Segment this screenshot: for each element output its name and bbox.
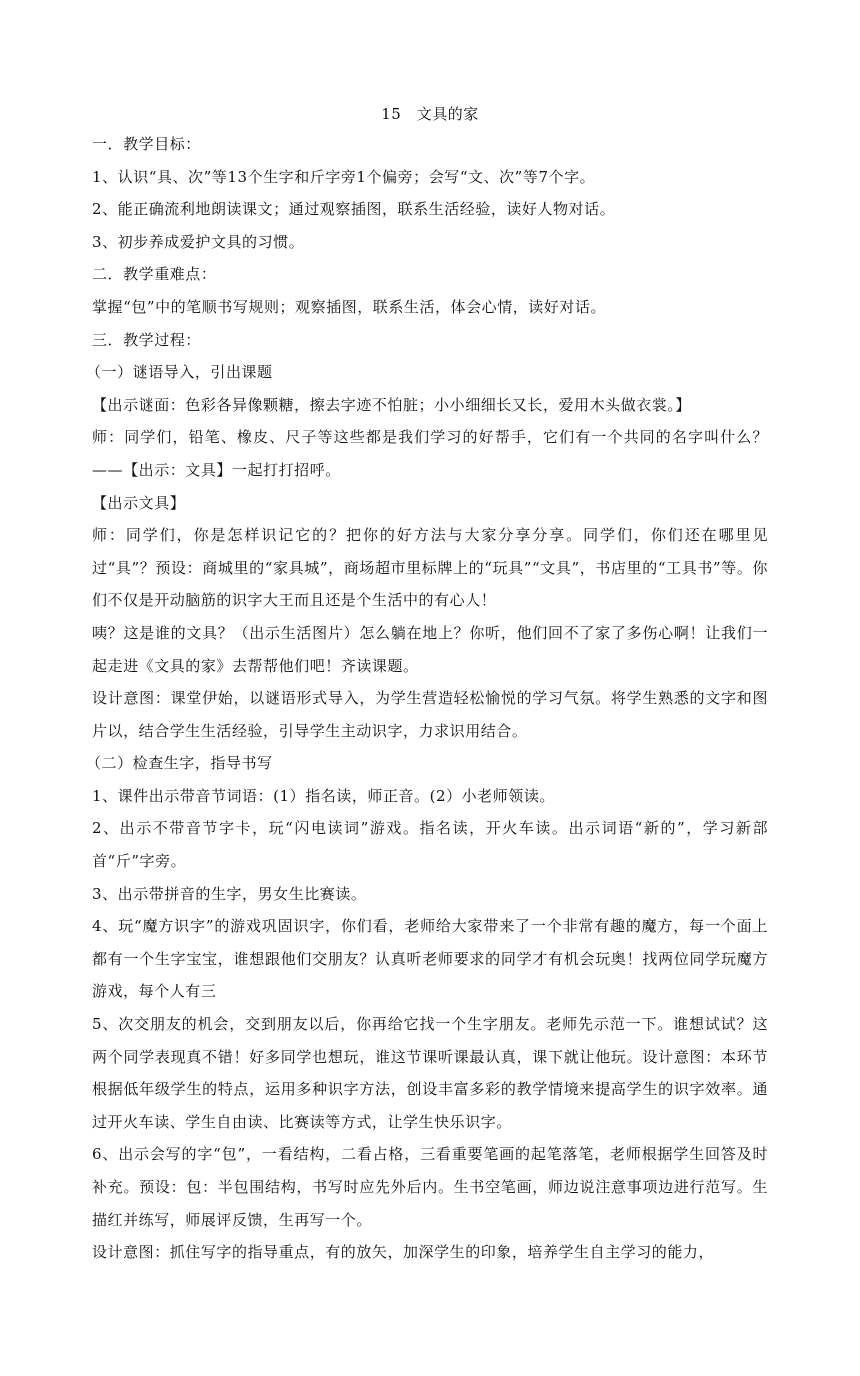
step-item-5: 5、次交朋友的机会，交到朋友以后，你再给它找一个生字朋友。老师先示范一下。谁想试试？这两个同学表现真不错！好多同学也想玩，谁这节课听课最认真，课下就让他玩。设计意图：本环节根据低年级学生的特点，运用多种识字方法，创设丰富多彩的教学情境来提高学生的识字效率。通过开火车读、学生自由读、比赛读等方式，让学生快乐识字。 — [92, 1015, 768, 1131]
step-item-6: 6、出示会写的字“包”，一看结构，二看占格，三看重要笔画的起笔落笔，老师根据学生回答及时补充。预设：包：半包围结构，书写时应先外后内。生书空笔画，师边说注意事项边进行范写。生描红并练写，师展评反馈，生再写一个。 — [92, 1145, 768, 1229]
subsection-heading-riddle: （一）谜语导入，引出课题 — [86, 363, 273, 382]
subsection-heading-check-characters: （二）检查生字，指导书写 — [86, 754, 273, 773]
goal-item-2: 2、能正确流利地朗读课文；通过观察插图，联系生活经验，读好人物对话。 — [92, 200, 616, 219]
section-heading-process: 三．教学过程： — [92, 330, 201, 349]
key-points-text: 掌握“包”中的笔顺书写规则；观察插图，联系生活，体会心情，读好对话。 — [92, 297, 607, 316]
show-stationery-note: 【出示文具】 — [92, 493, 186, 512]
document-title: 15 文具的家 — [381, 105, 479, 123]
teacher-recognition-paragraph: 师：同学们，你是怎样识记它的？把你的好方法与大家分享分享。同学们，你们还在哪里见过“具”？预设：商城里的“家具城”，商场超市里标牌上的“玩具”“文具”，书店里的“工具书”等。你们不仅是开动脑筋的识字大王而且还是个生活中的有心人！ — [92, 526, 768, 610]
step-item-4: 4、玩“魔方识字”的游戏巩固识字，你们看，老师给大家带来了一个非常有趣的魔方，每一个面上都有一个生字宝宝，谁想跟他们交朋友？认真听老师要求的同学才有机会玩奥！找两位同学玩魔方游戏，每个人有三 — [92, 917, 768, 1001]
section-heading-key-points: 二．教学重难点： — [92, 265, 217, 284]
step-item-1: 1、课件出示带音节词语：(1）指名读，师正音。(2）小老师领读。 — [92, 786, 555, 805]
lost-stationery-paragraph: 咦？这是谁的文具？（出示生活图片）怎么躺在地上？你听，他们回不了家了多伤心啊！让我们一起走进《文具的家》去帮帮他们吧！齐读课题。 — [92, 623, 768, 675]
riddle-text: 【出示谜面：色彩各异像颗糖，擦去字迹不怕脏；小小细细长又长，爱用木头做衣裳。】 — [92, 395, 691, 414]
goal-item-1: 1、认识“具、次”等13个生字和斤字旁1个偏旁；会写“文、次”等7个字。 — [92, 167, 596, 186]
document-body — [86, 100, 768, 1269]
step-item-3: 3、出示带拼音的生字，男女生比赛读。 — [92, 884, 367, 903]
step-item-2: 2、出示不带音节字卡，玩“闪电读词”游戏。指名读，开火车读。出示词语“新的”，学习新部首“斤”字旁。 — [92, 819, 768, 871]
section-heading-goals: 一．教学目标： — [92, 135, 201, 153]
design-intent-2: 设计意图：抓住写字的指导重点，有的放矢，加深学生的印象，培养学生自主学习的能力， — [92, 1243, 715, 1262]
teacher-intro-paragraph: 师：同学们，铅笔、橡皮、尺子等这些都是我们学习的好帮手，它们有一个共同的名字叫什么？——【出示：文具】一起打打招呼。 — [92, 428, 768, 479]
design-intent-1: 设计意图：课堂伊始，以谜语形式导入，为学生营造轻松愉悦的学习气氛。将学生熟悉的文字和图片以，结合学生生活经验，引导学生主动识字，力求识用结合。 — [92, 689, 768, 740]
goal-item-3: 3、初步养成爱护文具的习惯。 — [92, 232, 305, 251]
